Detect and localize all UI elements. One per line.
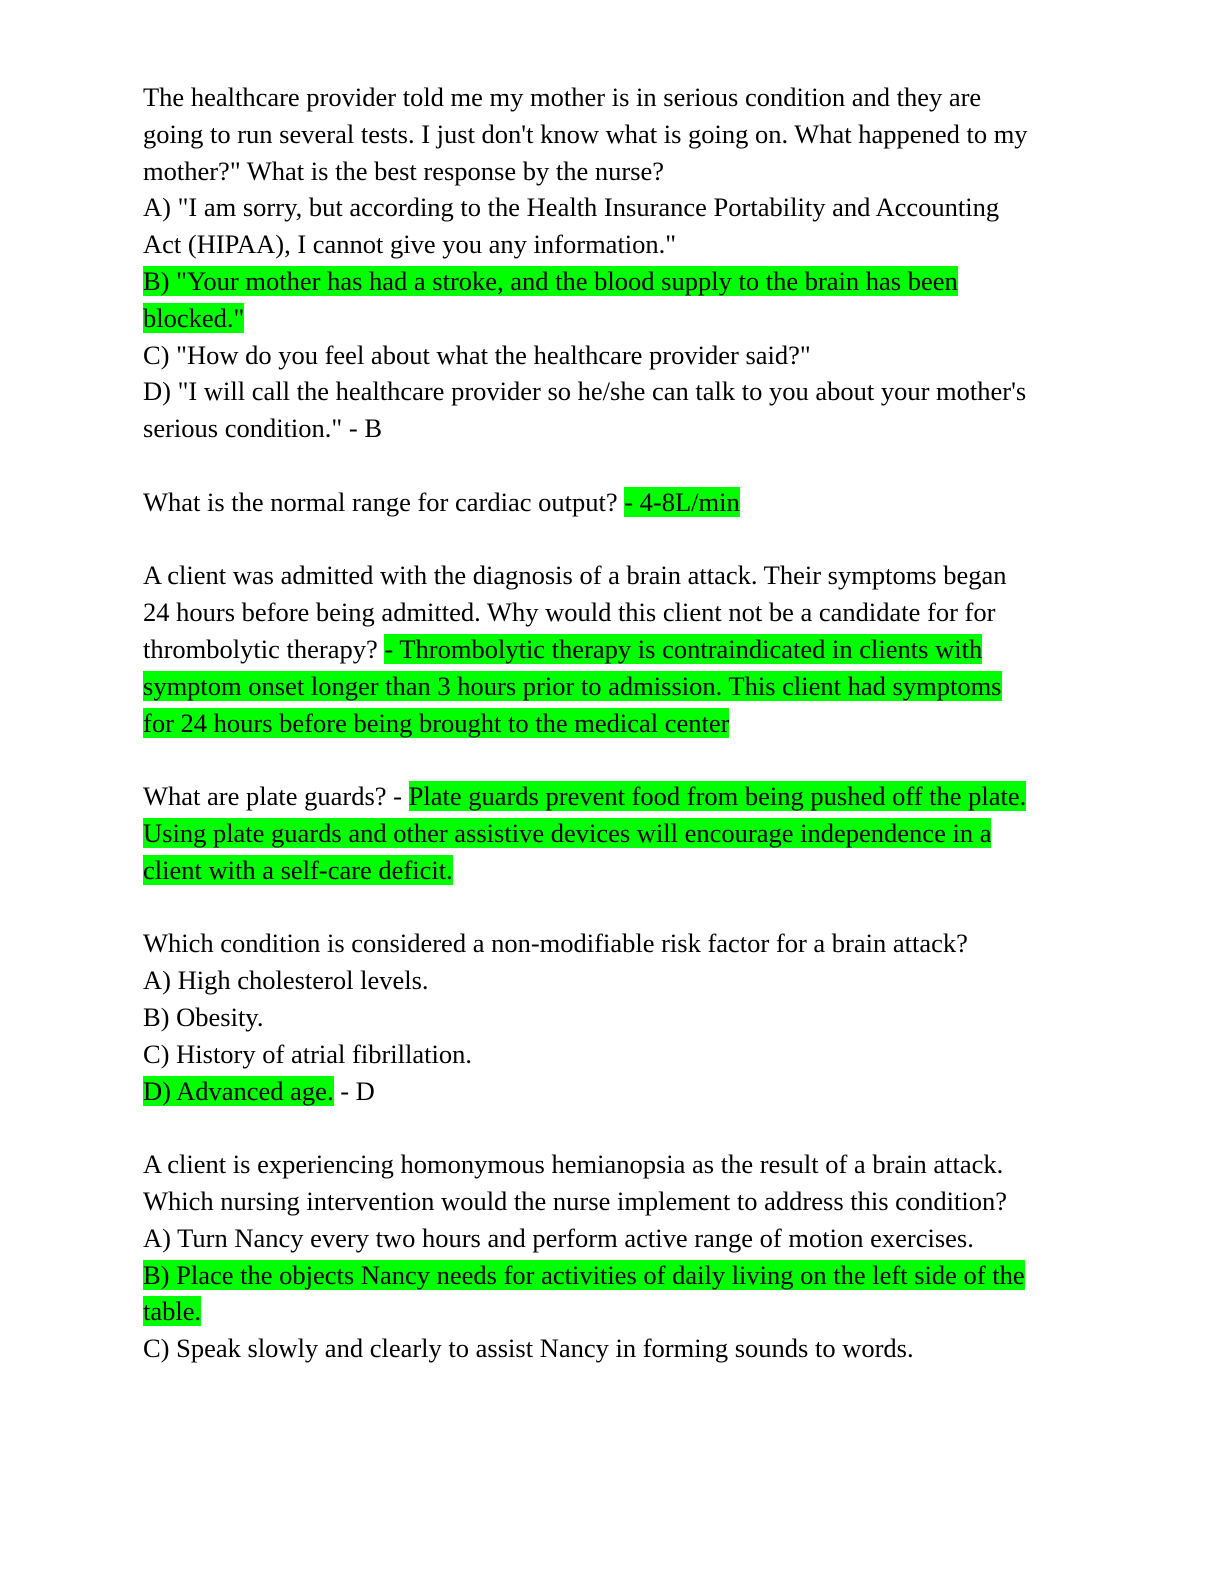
option-a: Act (HIPAA), I cannot give you any information." xyxy=(143,229,677,260)
question-text: mother?" What is the best response by the nurse? xyxy=(143,155,665,186)
option-d: D) "I will call the healthcare provider so he/she can talk to you about your mother's xyxy=(143,376,1027,407)
question-block-hemianopsia xyxy=(143,1146,1078,1367)
option-d: serious condition." - B xyxy=(143,413,382,444)
option-b-highlighted: B) "Your mother has had a stroke, and the blood supply to the brain has been xyxy=(143,265,958,296)
question-text: What is the normal range for cardiac output? xyxy=(143,486,625,517)
question-text: thrombolytic therapy? xyxy=(143,633,385,664)
option-c: C) Speak slowly and clearly to assist Nancy in forming sounds to words. xyxy=(143,1333,914,1364)
answer-key: - D xyxy=(333,1075,375,1106)
option-c: C) History of atrial fibrillation. xyxy=(143,1038,472,1069)
option-a: A) Turn Nancy every two hours and perform active range of motion exercises. xyxy=(143,1222,974,1253)
question-block-plate-guards xyxy=(143,778,1078,888)
answer-highlighted: - Thrombolytic therapy is contraindicated in clients with xyxy=(384,633,983,664)
option-b-highlighted: table. xyxy=(143,1296,202,1327)
question-text: What are plate guards? - xyxy=(143,781,409,812)
answer-highlighted: Plate guards prevent food from being pushed off the plate. xyxy=(408,781,1027,812)
option-b-highlighted: B) Place the objects Nancy needs for activities of daily living on the left side of the xyxy=(143,1259,1025,1290)
question-text: A client was admitted with the diagnosis of a brain attack. Their symptoms began xyxy=(143,560,1007,591)
answer-highlighted: client with a self-care deficit. xyxy=(143,854,453,885)
question-text: A client is experiencing homonymous hemianopsia as the result of a brain attack. xyxy=(143,1149,1004,1180)
option-a: A) High cholesterol levels. xyxy=(143,965,429,996)
option-b: B) Obesity. xyxy=(143,1001,264,1032)
question-block-risk-factor xyxy=(143,925,1078,1109)
question-block-hipaa xyxy=(143,79,1078,447)
question-block-thrombolytic xyxy=(143,557,1078,741)
option-c: C) "How do you feel about what the healthcare provider said?" xyxy=(143,339,811,370)
question-text: going to run several tests. I just don't know what is going on. What happened to my xyxy=(143,118,1028,149)
answer-highlighted: for 24 hours before being brought to the medical center xyxy=(143,707,730,738)
option-b-highlighted: blocked." xyxy=(143,302,245,333)
question-text: 24 hours before being admitted. Why would this client not be a candidate for for xyxy=(143,597,996,628)
question-text: Which nursing intervention would the nurse implement to address this condition? xyxy=(143,1185,1008,1216)
question-block-cardiac-output xyxy=(143,484,1078,521)
option-a: A) "I am sorry, but according to the Health Insurance Portability and Accounting xyxy=(143,192,1000,223)
question-text: The healthcare provider told me my mother is in serious condition and they are xyxy=(143,82,982,112)
option-d-highlighted: D) Advanced age. xyxy=(143,1075,334,1106)
answer-highlighted: - 4-8L/min xyxy=(624,486,740,517)
question-text: Which condition is considered a non-modifiable risk factor for a brain attack? xyxy=(143,928,968,959)
answer-highlighted: Using plate guards and other assistive devices will encourage independence in a xyxy=(143,817,992,848)
document-page xyxy=(143,79,1078,1404)
answer-highlighted: symptom onset longer than 3 hours prior to admission. This client had symptoms xyxy=(143,670,1002,701)
